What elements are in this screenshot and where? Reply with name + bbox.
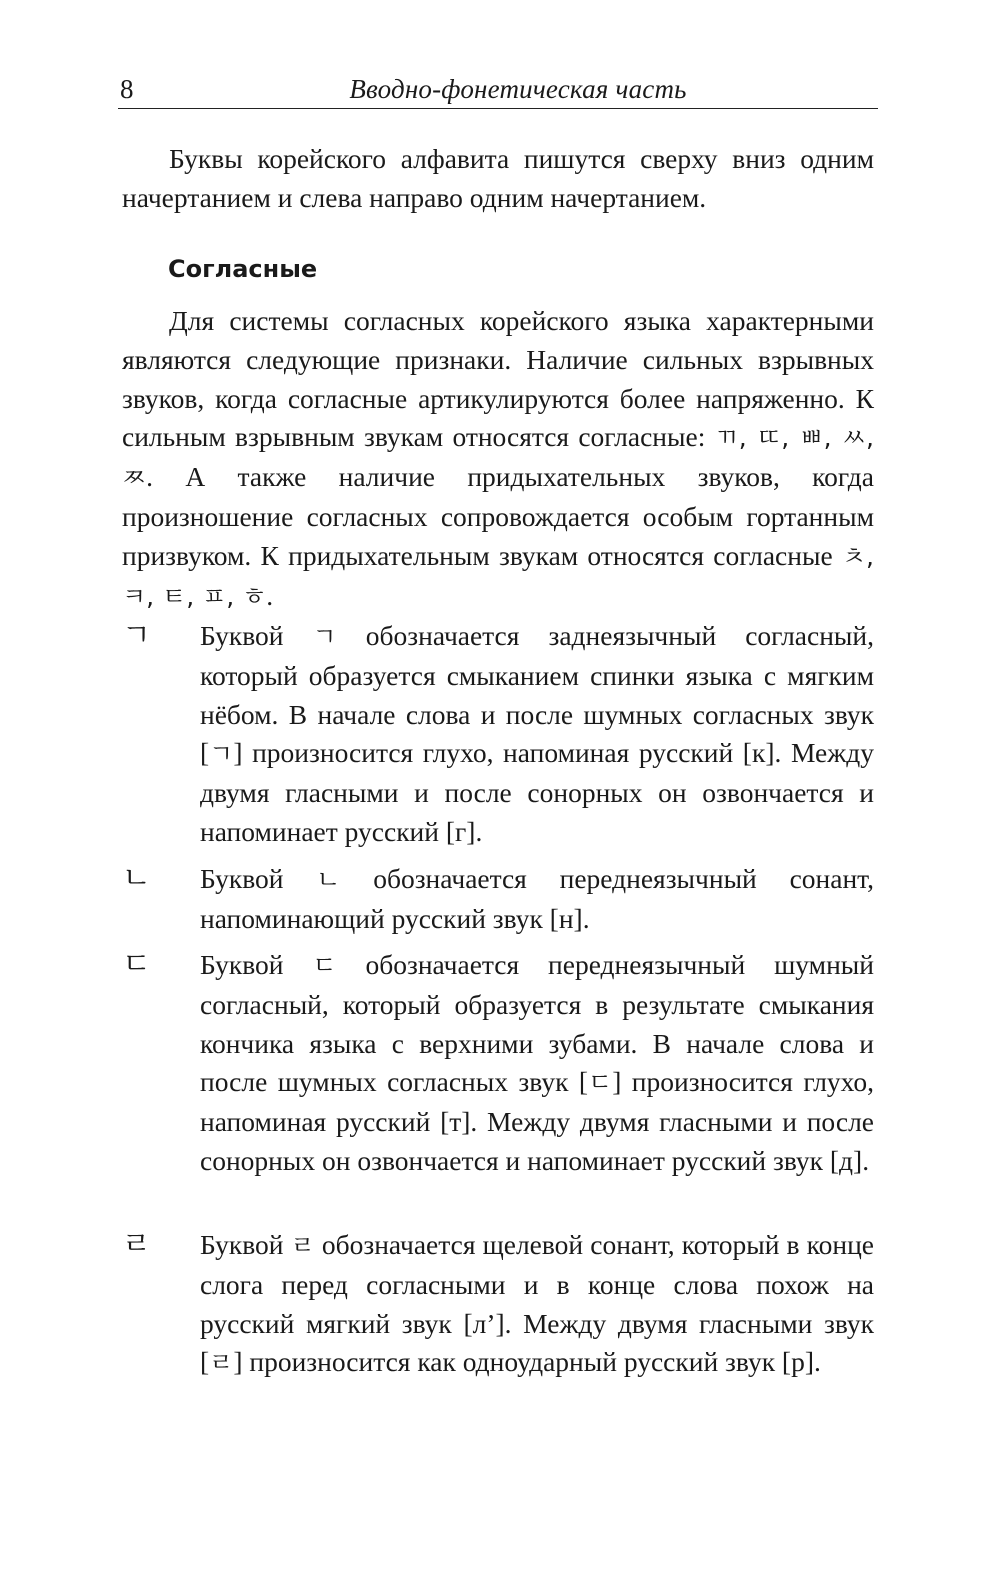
entry-text: Буквой bbox=[200, 1229, 291, 1260]
entry-letter: ㄷ bbox=[122, 947, 151, 982]
tense-consonants: ㄲ, ㄸ, ㅃ, ㅆ, ㅉ bbox=[122, 423, 875, 493]
paragraph-text: . А также наличие придыхательных звуков, когда произношение согласных сопровождается особым гортанным призвуком. К придыхательным звукам относятся согласные bbox=[122, 461, 874, 571]
entry-description bbox=[200, 1226, 874, 1383]
consonant-entry-n bbox=[122, 860, 874, 939]
section-heading: Согласные bbox=[168, 255, 318, 283]
entry-description bbox=[200, 946, 874, 1181]
running-title: Вводно-фонетическая часть bbox=[349, 74, 687, 104]
entry-text: ] произносится как одноударный русский звук [р]. bbox=[233, 1346, 821, 1378]
aspirated-consonants: ㅊ, ㅋ, ㅌ, ㅍ, ㅎ bbox=[122, 541, 874, 611]
page-number: 8 bbox=[120, 74, 134, 104]
entry-text: Буквой bbox=[200, 620, 313, 651]
entry-description bbox=[200, 860, 874, 939]
entry-letter: ㄱ bbox=[122, 618, 151, 653]
paragraph-text: Для системы согласных корейского языка характерными являются следующие признаки. Наличие сильных взрывных звуков, когда согласные артикулируются более напряженно. К сильным взрывным звукам относятся согласные: bbox=[122, 305, 874, 453]
entry-text: ] произносится глухо, напоминая русский [т]. Между двумя гласными и после сонорных он озвончается и напоминает русский звук [д]. bbox=[200, 1066, 874, 1176]
consonants-paragraph bbox=[122, 302, 874, 616]
inline-letter: ㄷ bbox=[312, 951, 337, 980]
entry-letter: ㄴ bbox=[122, 861, 151, 896]
intro-paragraph bbox=[122, 140, 874, 218]
consonant-entry-r bbox=[122, 1226, 874, 1383]
entry-letter: ㄹ bbox=[122, 1227, 151, 1262]
inline-letter: ㄴ bbox=[316, 865, 341, 894]
entry-text: обозначается заднеязычный согласный, который образуется смыканием спинки языка с мягким нёбом. В начале слова и после шумных согласных звук [ bbox=[200, 620, 874, 769]
entry-text: обозначается щелевой сонант, который в конце слога перед согласными и в конце слова похож на русский мягкий звук [л’]. Между двумя гласными звук [ bbox=[200, 1229, 874, 1378]
entry-description bbox=[200, 617, 874, 852]
consonant-entry-d bbox=[122, 946, 874, 1181]
entry-text: обозначается переднеязычный шумный согласный, который образуется в результате смыкания кончика языка с верхними зубами. В начале слова и после шумных согласных звук [ bbox=[200, 949, 874, 1098]
entry-text: обозначается переднеязычный сонант, напоминающий русский звук [н]. bbox=[200, 863, 874, 934]
entry-text: Буквой bbox=[200, 949, 313, 980]
consonant-entry-g bbox=[122, 617, 874, 852]
inline-letter: ㄹ bbox=[290, 1231, 315, 1260]
intro-text: Буквы корейского алфавита пишутся сверху вниз одним начертанием и слева направо одним начертанием. bbox=[122, 143, 874, 213]
inline-letter: ㄹ bbox=[209, 1348, 234, 1378]
entry-text: Буквой bbox=[200, 863, 317, 894]
page-header bbox=[118, 70, 878, 109]
entry-text: ] произносится глухо, напоминая русский [к]. Между двумя гласными и после сонорных он озвончается и напоминает русский [г]. bbox=[200, 737, 874, 847]
inline-letter: ㄱ bbox=[312, 622, 337, 651]
inline-letter: ㄱ bbox=[209, 739, 234, 769]
paragraph-text: . bbox=[266, 579, 274, 611]
inline-letter: ㄷ bbox=[588, 1068, 613, 1098]
